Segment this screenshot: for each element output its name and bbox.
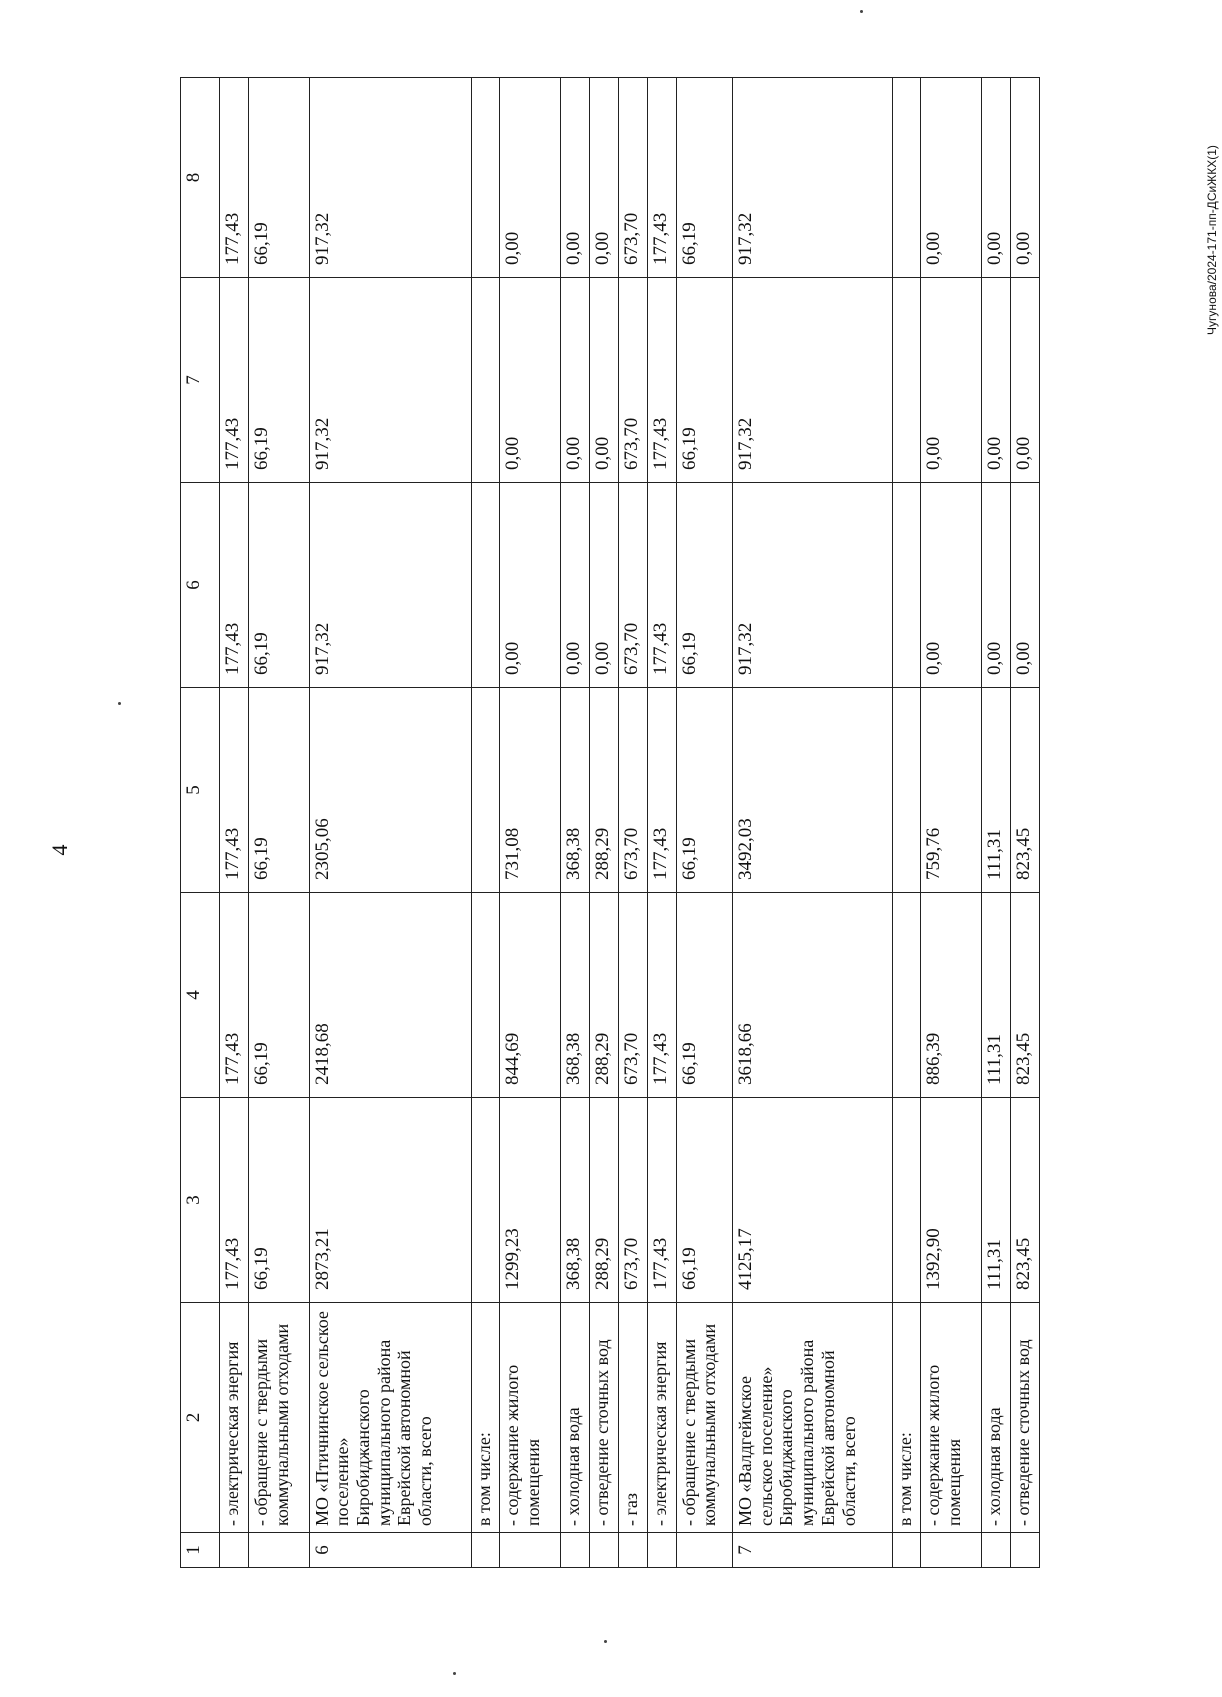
value-cell: 0,00 xyxy=(981,278,1010,483)
row-label: - холодная вода xyxy=(560,1303,589,1533)
value-cell: 177,43 xyxy=(219,278,248,483)
row-number xyxy=(647,1533,676,1568)
scan-speck xyxy=(604,1640,607,1643)
value-cell: 3618,66 xyxy=(733,893,893,1098)
row-label: - отведение сточных вод xyxy=(1010,1303,1039,1533)
scan-speck xyxy=(453,1672,456,1675)
value-cell: 0,00 xyxy=(499,483,560,688)
table-row xyxy=(472,78,500,1568)
value-cell: 66,19 xyxy=(676,893,732,1098)
value-cell: 66,19 xyxy=(676,278,732,483)
value-cell: 823,45 xyxy=(1010,688,1039,893)
row-number xyxy=(618,1533,647,1568)
row-number xyxy=(676,1533,732,1568)
value-cell: 177,43 xyxy=(219,78,248,278)
row-number xyxy=(921,1533,982,1568)
table-row xyxy=(921,78,982,1568)
value-cell: 0,00 xyxy=(921,78,982,278)
value-cell: 288,29 xyxy=(589,893,618,1098)
row-number: 7 xyxy=(733,1533,893,1568)
value-cell xyxy=(893,78,921,278)
value-cell: 0,00 xyxy=(1010,278,1039,483)
value-cell xyxy=(472,483,500,688)
row-label: МО «Валдгеймское сельское поселение» Биробиджанского муниципального района Еврейской автономной области, всего xyxy=(733,1303,893,1533)
row-number xyxy=(249,1533,310,1568)
value-cell: 917,32 xyxy=(309,483,471,688)
value-cell: 1299,23 xyxy=(499,1098,560,1303)
row-label: - электрическая энергия xyxy=(647,1303,676,1533)
value-cell: 288,29 xyxy=(589,1098,618,1303)
value-cell xyxy=(893,688,921,893)
value-cell xyxy=(472,688,500,893)
value-cell: 0,00 xyxy=(560,278,589,483)
value-cell: 673,70 xyxy=(618,78,647,278)
value-cell: 673,70 xyxy=(618,1098,647,1303)
value-cell: 177,43 xyxy=(647,483,676,688)
value-cell: 0,00 xyxy=(921,278,982,483)
row-number xyxy=(893,1533,921,1568)
header-cell: 1 xyxy=(181,1533,220,1568)
value-cell: 4125,17 xyxy=(733,1098,893,1303)
value-cell: 731,08 xyxy=(499,688,560,893)
value-cell xyxy=(893,1098,921,1303)
value-cell: 917,32 xyxy=(733,483,893,688)
value-cell: 177,43 xyxy=(647,893,676,1098)
value-cell: 368,38 xyxy=(560,1098,589,1303)
footer-code: Чугунова/2024-171-пп-ДСиЖКХ(1) xyxy=(1205,145,1219,335)
value-cell: 2418,68 xyxy=(309,893,471,1098)
row-number: 6 xyxy=(309,1533,471,1568)
value-cell: 2873,21 xyxy=(309,1098,471,1303)
row-label: - газ xyxy=(618,1303,647,1533)
value-cell: 66,19 xyxy=(676,1098,732,1303)
value-cell: 673,70 xyxy=(618,278,647,483)
row-label: - отведение сточных вод xyxy=(589,1303,618,1533)
header-row xyxy=(181,78,220,1568)
value-cell: 66,19 xyxy=(249,893,310,1098)
value-cell: 0,00 xyxy=(981,483,1010,688)
table-row xyxy=(249,78,310,1568)
value-cell xyxy=(472,78,500,278)
value-cell: 0,00 xyxy=(499,78,560,278)
value-cell: 2305,06 xyxy=(309,688,471,893)
value-cell: 177,43 xyxy=(219,688,248,893)
row-label: - обращение с твердыми коммунальными отходами xyxy=(676,1303,732,1533)
value-cell: 177,43 xyxy=(219,1098,248,1303)
row-number xyxy=(1010,1533,1039,1568)
value-cell: 0,00 xyxy=(560,483,589,688)
value-cell: 673,70 xyxy=(618,483,647,688)
row-label: - содержание жилого помещения xyxy=(499,1303,560,1533)
table-row xyxy=(499,78,560,1568)
page-number: 4 xyxy=(47,844,72,856)
value-cell: 917,32 xyxy=(309,78,471,278)
value-cell: 111,31 xyxy=(981,893,1010,1098)
value-cell: 288,29 xyxy=(589,688,618,893)
table-row xyxy=(733,78,893,1568)
header-cell: 2 xyxy=(181,1303,220,1533)
value-cell: 0,00 xyxy=(1010,483,1039,688)
table-body xyxy=(181,78,1040,1568)
value-cell: 759,76 xyxy=(921,688,982,893)
header-cell: 8 xyxy=(181,78,220,278)
value-cell xyxy=(472,893,500,1098)
value-cell: 111,31 xyxy=(981,1098,1010,1303)
value-cell: 0,00 xyxy=(1010,78,1039,278)
row-label: - содержание жилого помещения xyxy=(921,1303,982,1533)
row-label: МО «Птичнинское сельское поселение» Биробиджанского муниципального района Еврейской автономной области, всего xyxy=(309,1303,471,1533)
value-cell: 177,43 xyxy=(647,1098,676,1303)
header-cell: 6 xyxy=(181,483,220,688)
row-number xyxy=(472,1533,500,1568)
value-cell: 0,00 xyxy=(589,78,618,278)
value-cell: 823,45 xyxy=(1010,893,1039,1098)
value-cell: 177,43 xyxy=(219,483,248,688)
value-cell xyxy=(472,1098,500,1303)
value-cell: 0,00 xyxy=(589,278,618,483)
value-cell: 368,38 xyxy=(560,688,589,893)
table-row xyxy=(893,78,921,1568)
scan-speck xyxy=(118,702,121,705)
value-cell: 177,43 xyxy=(647,278,676,483)
row-number xyxy=(560,1533,589,1568)
header-cell: 5 xyxy=(181,688,220,893)
value-cell xyxy=(472,278,500,483)
value-cell: 1392,90 xyxy=(921,1098,982,1303)
table-row xyxy=(589,78,618,1568)
table-row xyxy=(647,78,676,1568)
value-cell: 66,19 xyxy=(249,483,310,688)
value-cell: 66,19 xyxy=(676,688,732,893)
value-cell: 368,38 xyxy=(560,893,589,1098)
value-cell: 0,00 xyxy=(499,278,560,483)
value-cell: 886,39 xyxy=(921,893,982,1098)
row-label: в том числе: xyxy=(893,1303,921,1533)
value-cell: 66,19 xyxy=(249,78,310,278)
row-label: в том числе: xyxy=(472,1303,500,1533)
table-row xyxy=(1010,78,1039,1568)
row-label: - обращение с твердыми коммунальными отходами xyxy=(249,1303,310,1533)
table-row xyxy=(309,78,471,1568)
value-cell: 177,43 xyxy=(647,78,676,278)
value-cell xyxy=(893,893,921,1098)
value-cell: 66,19 xyxy=(676,483,732,688)
value-cell: 177,43 xyxy=(219,893,248,1098)
value-cell: 917,32 xyxy=(309,278,471,483)
value-cell: 111,31 xyxy=(981,688,1010,893)
header-cell: 7 xyxy=(181,278,220,483)
value-cell: 66,19 xyxy=(249,1098,310,1303)
row-label: - электрическая энергия xyxy=(219,1303,248,1533)
value-cell: 177,43 xyxy=(647,688,676,893)
value-cell: 0,00 xyxy=(589,483,618,688)
table-row xyxy=(981,78,1010,1568)
value-cell: 844,69 xyxy=(499,893,560,1098)
table-row xyxy=(676,78,732,1568)
table-row xyxy=(560,78,589,1568)
value-cell: 823,45 xyxy=(1010,1098,1039,1303)
header-cell: 3 xyxy=(181,1098,220,1303)
value-cell: 0,00 xyxy=(981,78,1010,278)
value-cell xyxy=(893,278,921,483)
table-row xyxy=(219,78,248,1568)
value-cell: 673,70 xyxy=(618,893,647,1098)
scan-speck xyxy=(860,10,863,13)
table-row xyxy=(618,78,647,1568)
tariff-table-wrap xyxy=(180,78,1040,1568)
row-label: - холодная вода xyxy=(981,1303,1010,1533)
value-cell: 66,19 xyxy=(249,278,310,483)
row-number xyxy=(589,1533,618,1568)
value-cell: 0,00 xyxy=(921,483,982,688)
value-cell xyxy=(893,483,921,688)
header-cell: 4 xyxy=(181,893,220,1098)
value-cell: 3492,03 xyxy=(733,688,893,893)
row-number xyxy=(981,1533,1010,1568)
value-cell: 66,19 xyxy=(676,78,732,278)
row-number xyxy=(219,1533,248,1568)
value-cell: 0,00 xyxy=(560,78,589,278)
value-cell: 917,32 xyxy=(733,78,893,278)
row-number xyxy=(499,1533,560,1568)
tariff-table xyxy=(180,77,1040,1568)
value-cell: 917,32 xyxy=(733,278,893,483)
value-cell: 673,70 xyxy=(618,688,647,893)
value-cell: 66,19 xyxy=(249,688,310,893)
